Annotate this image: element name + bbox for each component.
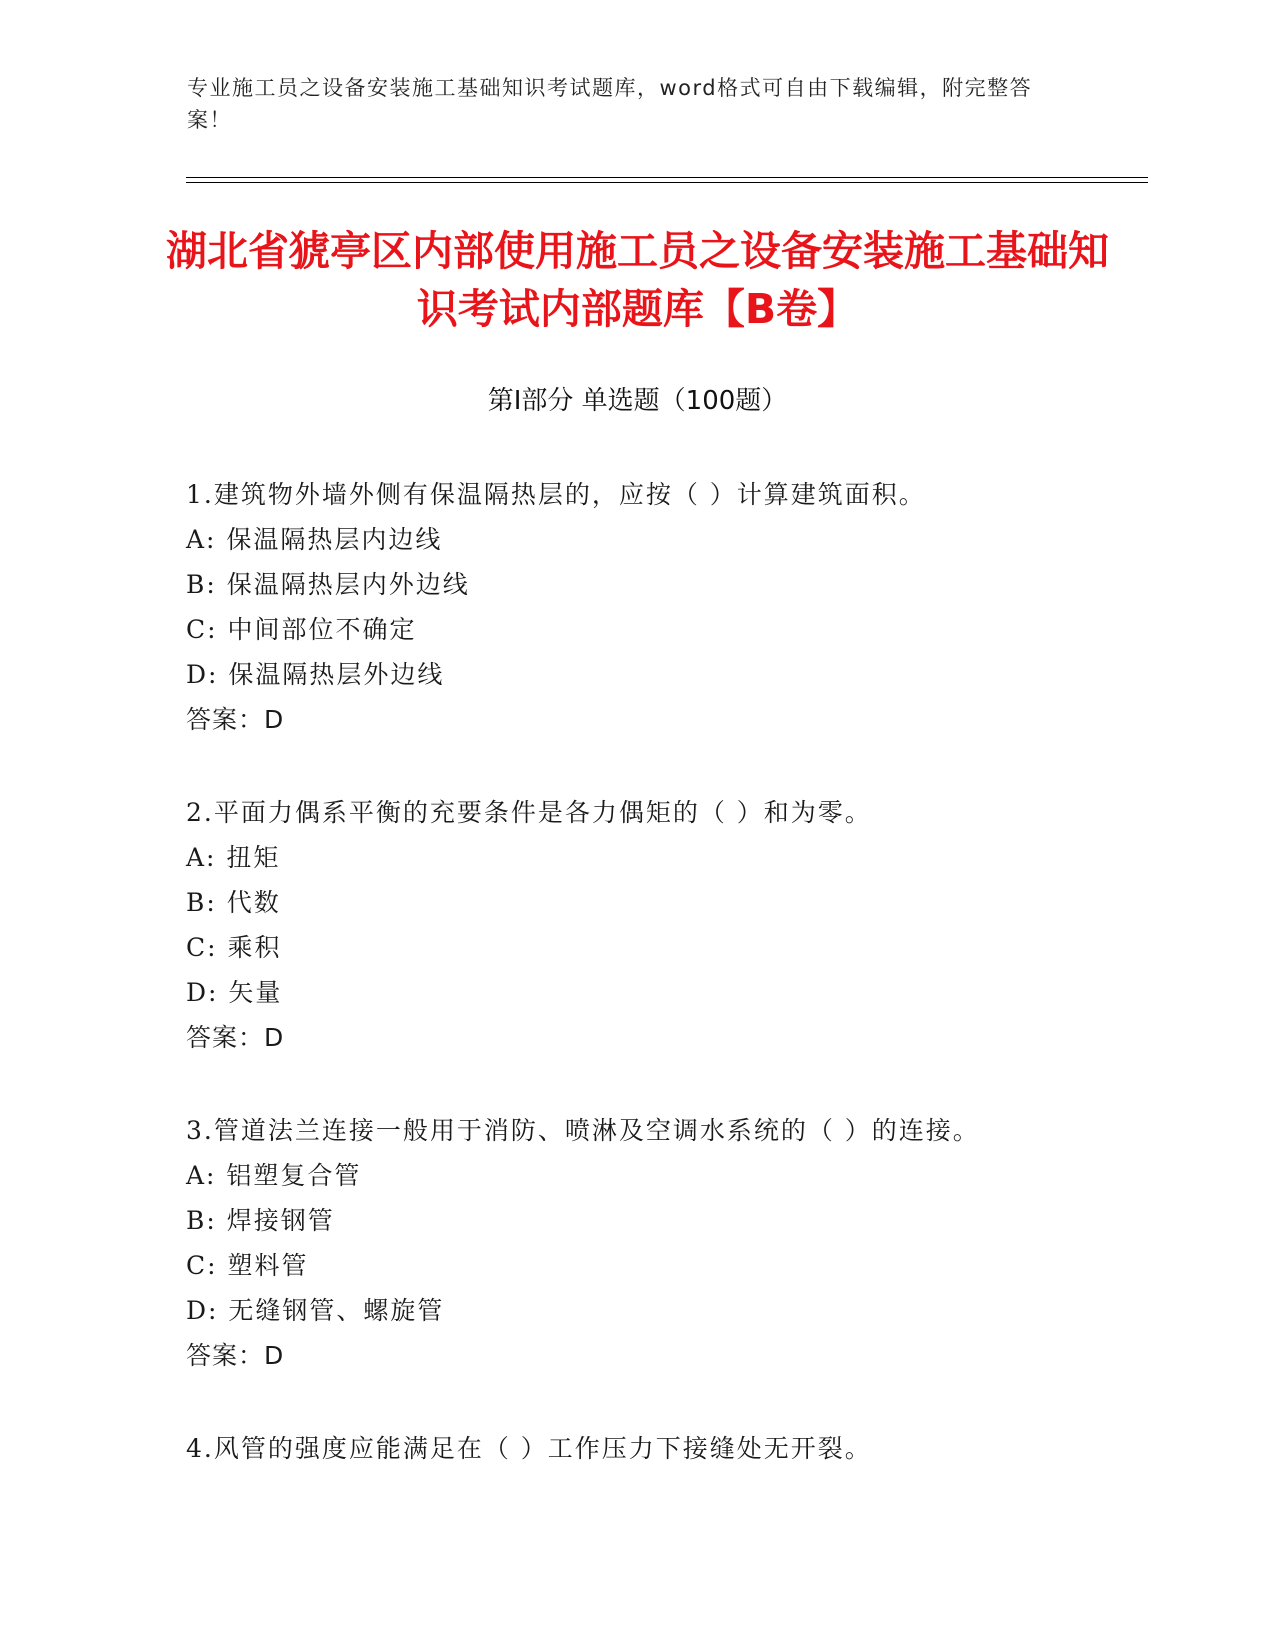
option-b: B: 保温隔热层内外边线 [186, 570, 470, 599]
question-stem: 1.建筑物外墙外侧有保温隔热层的，应按（ ）计算建筑面积。 [186, 480, 926, 509]
question-2 [186, 790, 1186, 1060]
option-c: C: 乘积 [186, 933, 282, 962]
answer: 答案：D [186, 1341, 285, 1370]
option-d: D: 无缝钢管、螺旋管 [186, 1296, 445, 1325]
option-c: C: 中间部位不确定 [186, 615, 417, 644]
header-rule-top [186, 177, 1148, 178]
question-stem: 3.管道法兰连接一般用于消防、喷淋及空调水系统的（ ）的连接。 [186, 1116, 980, 1145]
question-stem: 4.风管的强度应能满足在（ ）工作压力下接缝处无开裂。 [186, 1434, 872, 1463]
document-title: 湖北省猇亭区内部使用施工员之设备安装施工基础知识考试内部题库【B卷】 [166, 227, 1109, 333]
option-a: A: 扭矩 [186, 843, 281, 872]
question-1 [186, 472, 1186, 742]
option-b: B: 代数 [186, 888, 281, 917]
question-4 [186, 1426, 1186, 1471]
answer: 答案：D [186, 705, 285, 734]
header-note: 专业施工员之设备安装施工基础知识考试题库，word格式可自由下载编辑，附完整答案！ [187, 76, 1033, 132]
option-d: D: 矢量 [186, 978, 283, 1007]
option-a: A: 保温隔热层内边线 [186, 525, 443, 554]
answer: 答案：D [186, 1023, 285, 1052]
header-rule-bottom [186, 182, 1148, 183]
option-d: D: 保温隔热层外边线 [186, 660, 445, 689]
question-stem: 2.平面力偶系平衡的充要条件是各力偶矩的（ ）和为零。 [186, 798, 872, 827]
question-3 [186, 1108, 1186, 1378]
section-title: 第Ⅰ部分 单选题（100题） [487, 386, 788, 416]
option-c: C: 塑料管 [186, 1251, 309, 1280]
option-b: B: 焊接钢管 [186, 1206, 335, 1235]
option-a: A: 铝塑复合管 [186, 1161, 362, 1190]
